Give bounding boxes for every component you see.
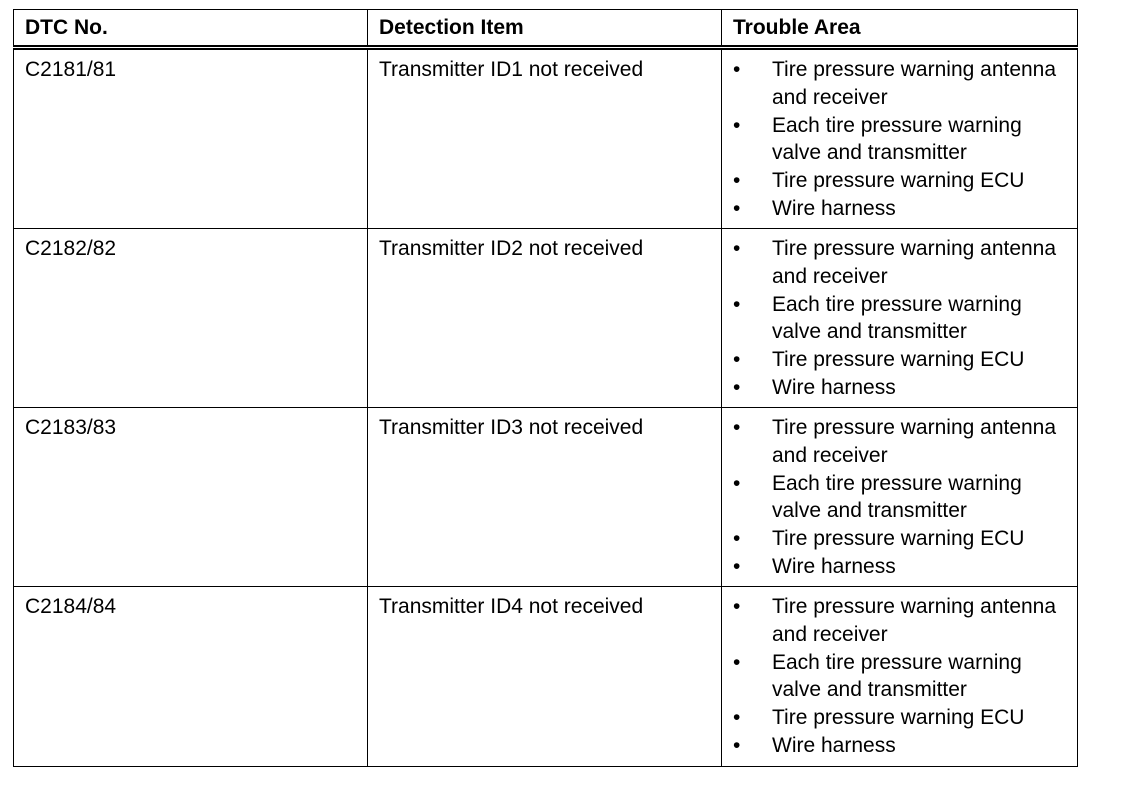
trouble-text: Each tire pressure warning valve and transmitter: [772, 650, 1022, 702]
trouble-text: Each tire pressure warning valve and transmitter: [772, 113, 1022, 165]
trouble-text: Tire pressure warning antenna and receiver: [772, 595, 1057, 646]
trouble-text: Wire harness: [772, 196, 896, 220]
dtc-cell: C2183/83: [14, 408, 368, 587]
trouble-item: [733, 704, 1067, 732]
trouble-text: Each tire pressure warning valve and transmitter: [772, 292, 1022, 344]
bullet-icon: •: [733, 706, 741, 730]
trouble-text: Tire pressure warning ECU: [772, 706, 1025, 730]
bullet-icon: •: [733, 554, 741, 578]
bullet-icon: •: [733, 237, 741, 260]
trouble-item: [733, 167, 1067, 195]
header-trouble-area: Trouble Area: [722, 10, 1078, 48]
bullet-icon: •: [733, 169, 741, 193]
table-row: [14, 229, 1078, 408]
table-row: [14, 408, 1078, 587]
header-dtc-no: DTC No.: [14, 10, 368, 48]
detection-cell: Transmitter ID2 not received: [368, 229, 722, 408]
trouble-item: [733, 291, 1067, 347]
trouble-item: [733, 732, 1067, 760]
dtc-cell: C2182/82: [14, 229, 368, 408]
trouble-item: [733, 112, 1067, 168]
trouble-area-cell: [722, 587, 1078, 767]
trouble-text: Each tire pressure warning valve and transmitter: [772, 471, 1022, 523]
trouble-item: [733, 649, 1067, 705]
trouble-item: [733, 525, 1067, 553]
trouble-area-cell: [722, 229, 1078, 408]
trouble-list: [733, 414, 1067, 581]
dtc-table: [13, 9, 1078, 767]
detection-cell: Transmitter ID4 not received: [368, 587, 722, 767]
trouble-area-cell: [722, 48, 1078, 229]
bullet-icon: •: [733, 527, 741, 551]
table-row: [14, 48, 1078, 229]
trouble-list: [733, 235, 1067, 402]
detection-cell: Transmitter ID3 not received: [368, 408, 722, 587]
bullet-icon: •: [733, 348, 741, 372]
trouble-text: Wire harness: [772, 554, 896, 578]
trouble-item: [733, 235, 1067, 291]
bullet-icon: •: [733, 58, 741, 81]
bullet-icon: •: [733, 650, 741, 674]
trouble-text: Wire harness: [772, 375, 896, 399]
detection-cell: Transmitter ID1 not received: [368, 48, 722, 229]
header-detection-item: Detection Item: [368, 10, 722, 48]
dtc-cell: C2184/84: [14, 587, 368, 767]
bullet-icon: •: [733, 733, 741, 757]
header-row: [14, 10, 1078, 48]
trouble-text: Tire pressure warning ECU: [772, 169, 1025, 193]
trouble-text: Tire pressure warning ECU: [772, 527, 1025, 551]
trouble-area-cell: [722, 408, 1078, 587]
trouble-text: Tire pressure warning ECU: [772, 348, 1025, 372]
trouble-text: Wire harness: [772, 733, 896, 757]
table-header: [14, 10, 1078, 48]
trouble-item: [733, 374, 1067, 402]
trouble-list: [733, 56, 1067, 223]
trouble-item: [733, 553, 1067, 581]
trouble-item: [733, 414, 1067, 470]
bullet-icon: •: [733, 375, 741, 399]
trouble-item: [733, 593, 1067, 649]
table-row: [14, 587, 1078, 767]
trouble-item: [733, 56, 1067, 112]
bullet-icon: •: [733, 471, 741, 495]
bullet-icon: •: [733, 595, 741, 618]
trouble-text: Tire pressure warning antenna and receiver: [772, 237, 1057, 288]
bullet-icon: •: [733, 292, 741, 316]
bullet-icon: •: [733, 113, 741, 137]
trouble-text: Tire pressure warning antenna and receiver: [772, 58, 1057, 109]
table-body: [14, 48, 1078, 767]
trouble-item: [733, 470, 1067, 526]
trouble-item: [733, 195, 1067, 223]
bullet-icon: •: [733, 416, 741, 439]
trouble-text: Tire pressure warning antenna and receiver: [772, 416, 1057, 467]
dtc-cell: C2181/81: [14, 48, 368, 229]
bullet-icon: •: [733, 196, 741, 220]
trouble-list: [733, 593, 1067, 760]
trouble-item: [733, 346, 1067, 374]
